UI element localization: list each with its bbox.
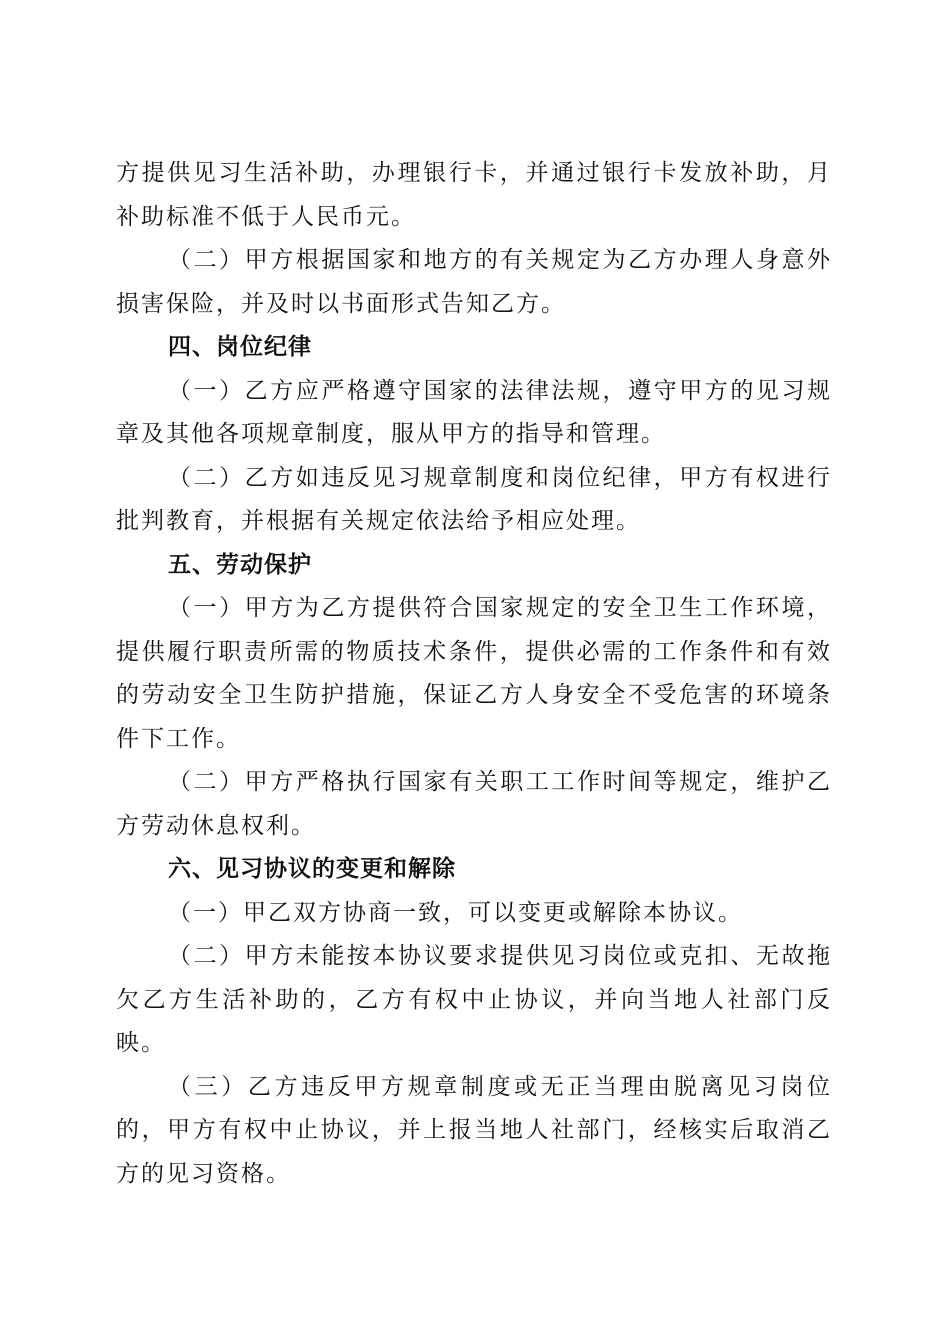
paragraph-discipline-1: （一）乙方应严格遵守国家的法律法规，遵守甲方的见习规章及其他各项规章制度，服从甲方的指导和管理。 — [116, 377, 832, 447]
section-heading-labor-protection: 五、劳动保护 — [168, 551, 312, 578]
paragraph-discipline-2: （二）乙方如违反见习规章制度和岗位纪律，甲方有权进行批判教育，并根据有关规定依法给予相应处理。 — [116, 464, 832, 534]
paragraph-labor-protection-2: （二）甲方严格执行国家有关职工工作时间等规定，维护乙方劳动休息权利。 — [116, 769, 832, 839]
paragraph-subsidy-continued: 方提供见习生活补助，办理银行卡，并通过银行卡发放补助，月补助标准不低于人民币元。 — [116, 160, 832, 230]
paragraph-agreement-change-1: （一）甲乙双方协商一致，可以变更或解除本协议。 — [168, 899, 743, 926]
paragraph-agreement-change-3: （三）乙方违反甲方规章制度或无正当理由脱离见习岗位的，甲方有权中止协议，并上报当地人社部门，经核实后取消乙方的见习资格。 — [116, 1073, 832, 1187]
section-heading-agreement-change: 六、见习协议的变更和解除 — [168, 856, 456, 882]
document-body — [116, 152, 832, 1196]
paragraph-insurance: （二）甲方根据国家和地方的有关规定为乙方办理人身意外损害保险，并及时以书面形式告知乙方。 — [116, 247, 832, 317]
paragraph-labor-protection-1: （一）甲方为乙方提供符合国家规定的安全卫生工作环境，提供履行职责所需的物质技术条件，提供必需的工作条件和有效的劳动安全卫生防护措施，保证乙方人身安全不受危害的环境条件下工作。 — [116, 595, 832, 752]
section-heading-discipline: 四、岗位纪律 — [168, 334, 312, 360]
paragraph-agreement-change-2: （二）甲方未能按本协议要求提供见习岗位或克扣、无故拖欠乙方生活补助的，乙方有权中止协议，并向当地人社部门反映。 — [116, 943, 832, 1056]
